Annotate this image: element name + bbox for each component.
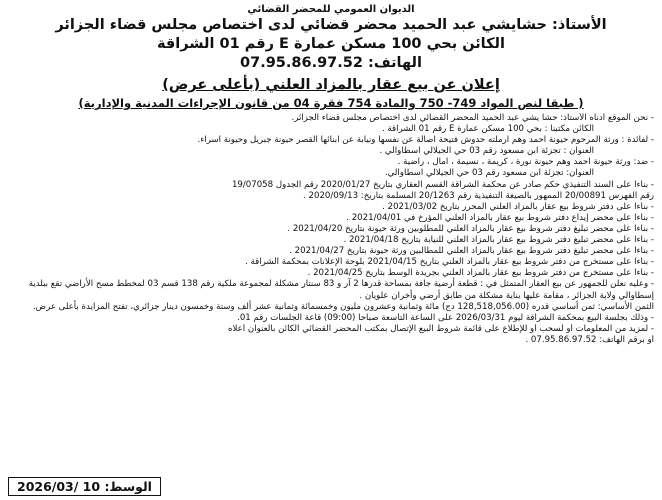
body-line: - لمزيد من المعلومات أو لسحب أو للإطلاع على قائمة شروط البيع الإتصال بمكتب المحضر القضائي الكائن بالعنوان أعلاه: [228, 323, 654, 334]
body-line: رقم الفهرس 20/00891 الممهور بالصيغة التنفيذية رقم 20/1263 المسلمة بتاريخ: 2020/09/13 .: [303, 190, 654, 201]
newspaper-name: الوسط:: [104, 479, 152, 494]
body-line: العنوان: تجزئة ابن مسعود رقم 03 حي الجيلالي اسطاوالي.: [384, 168, 594, 179]
phone-line: [8, 54, 654, 73]
body-line: - بناءا على مستخرج من دفتر شروط بيع عقار بالمزاد العلني بجريدة الوسط بتاريخ 2021/04/25 .: [307, 268, 654, 279]
body-line: - نحن الموقع أدناه الأستاذ: حشا يشي عبد الحميد المحضر القضائي لدى اختصاص مجلس قضاء الجزائر.: [291, 113, 654, 123]
notice-title: إعلان عن بيع عقار بالمزاد العلني (بأعلى عرض): [162, 77, 500, 93]
office-address: الكائن بحي 100 مسكن عمارة E رقم 01 الشراقة: [157, 36, 505, 52]
phone-number: 07.95.86.97.52: [240, 55, 363, 71]
body-line: - وذلك بجلسة البيع بمحكمة الشراقة ليوم 2026/03/31 على الساعة التاسعة صباحا (09:00) قاعة الجلسات رقم 01.: [237, 312, 654, 323]
body-line: - بناءا على محضر تبليغ دفتر شروط بيع عقار بالمزاد العلني للنيابة بتاريخ 2021/04/18 .: [343, 235, 654, 246]
body-line: - بناءا على محضر تبليغ دفتر شروط بيع عقار بالمزاد العلني للمطلوبين ورثة حيونة بتاريخ 2021/04/20 .: [287, 223, 654, 234]
body-line: الكائن مكتبنا : بحي 100 مسكن عمارة E رقم 01 الشراقة .: [381, 124, 594, 135]
body-line: - لفائدة : ورثة المرحوم حيونة احمد وهم ارملته حدوش فتيحة اصالة عن نفسها ونيابة عن ابنائها القصر حيونة جبريل وحيونة اسراء.: [197, 135, 654, 146]
office-name: الديوان العمومي للمحضر القضائي: [247, 4, 415, 15]
notice-subtitle: ( طبقا لنص المواد 749- 750 والمادة 754 فقرة 04 من قانون الإجراءات المدنية والإدارية): [78, 96, 584, 110]
body-line: - ضد: ورثة حيونة احمد وهم حيونة نورة ، كريمة ، نسيمة ، امال ، راضية .: [397, 157, 654, 168]
body-paragraph: - وعليه نعلن للجمهور عن بيع العقار المتمثل في : قطعة أرضية جافة بمساحة قدرها 2 آر و 83 سنتار مشكلة لمجموعة ملكية رقم 138 قسم 03 لمخطط مسح الأراضي تقع ببلدية إسطاوالي ولاية الجزائر ، مقامة عليها بناية مشكلة من طابق أرضي وأخران علويان .: [28, 279, 654, 301]
body-line: - بناءا على دفتر شروط بيع عقار بالمزاد العلني المحرر بتاريخ 2021/03/02 .: [382, 201, 654, 212]
bailiff-name: الأستاذ: حشايشي عبد الحميد محضر قضائي لدى اختصاص مجلس قضاء الجزائر: [55, 17, 607, 33]
body-paragraph: الثمن الأساسي: ثمن أساسي قدره (128,518,056.00 دج) مائة وثمانية وعشرون مليون وخمسمائة وثمانية عشر ألف وستة وخمسون دينار جزائري، تفتح المزايدة بأعلى عرض.: [32, 301, 654, 312]
body-line: - بناءا على مستخرج من دفتر شروط بيع عقار بالمزاد العلني بتاريخ 2021/04/15 بلوحة الإعلانات بمحكمة الشراقة .: [245, 257, 654, 268]
notice-header: [8, 3, 654, 111]
publication-date: 2026/03/ 10: [17, 479, 101, 494]
body-line: أو برقم الهاتف: 07.95.86.97.52 .: [525, 334, 654, 345]
notice-body: [8, 113, 654, 346]
body-line: - بناءا على السند التنفيذي حكم صادر عن محكمة الشراقة القسم العقاري بتاريخ 2020/01/27 رقم الجدول 19/07058: [231, 179, 654, 190]
publication-date-box: [8, 477, 161, 496]
body-line: - بناءا على محضر تبليغ دفتر شروط بيع عقار بالمزاد العلني للمطالبين ورثة حيونة بتاريخ 2021/04/27 .: [289, 246, 654, 257]
publication-footer: [8, 476, 161, 496]
body-line: - بناءا على محضر إيداع دفتر شروط بيع عقار بالمزاد العلني المؤرخ في 2021/04/01 .: [346, 212, 654, 223]
phone-label: الهاتف:: [368, 55, 422, 71]
body-line: العنوان : تجزئة ابن مسعود رقم 03 حي الجيلالي اسطاوالي .: [379, 146, 594, 157]
